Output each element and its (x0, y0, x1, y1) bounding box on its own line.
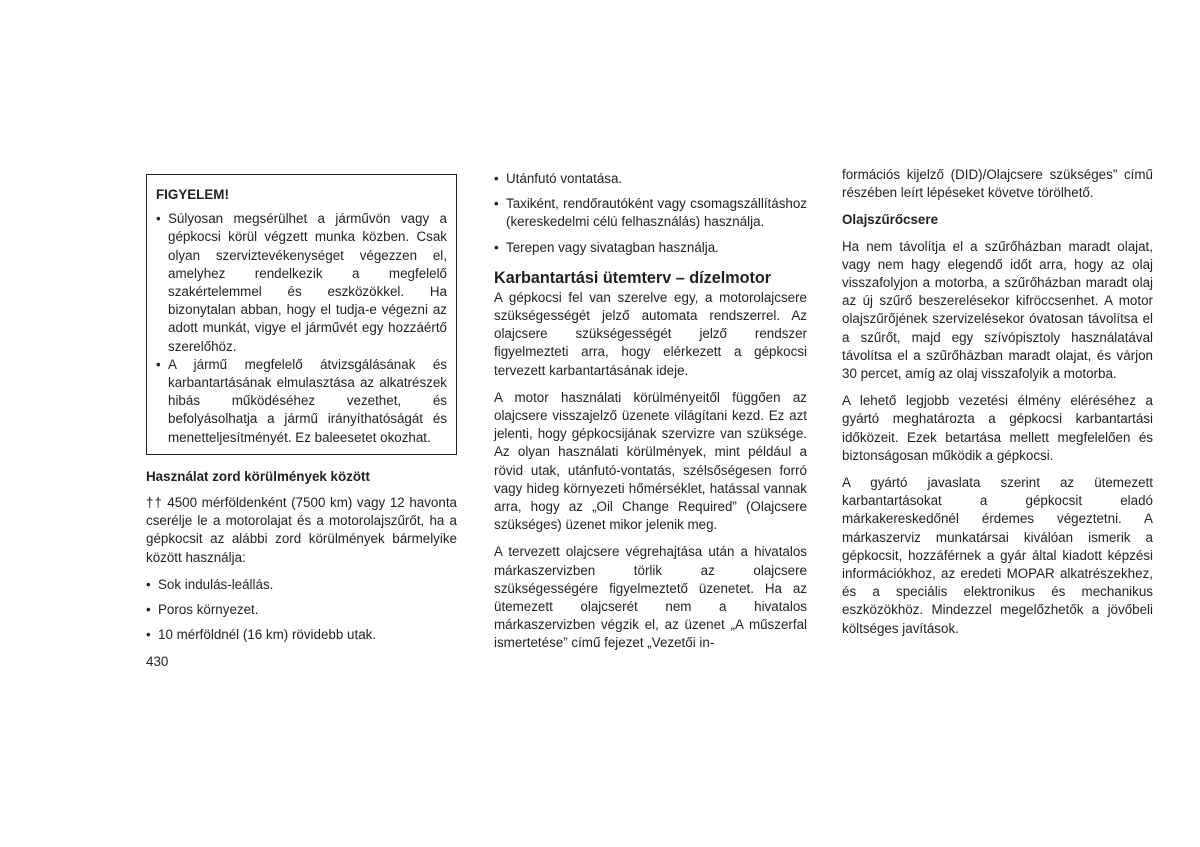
paragraph: A lehető legjobb vezetési élmény eléréséhez a gyártó meghatározta a gépkocsi karbantartási időközeit. Ezek betartása mellett megfelelően és biztonságosan működik a gépkocsi. (842, 393, 1153, 463)
column-left (146, 166, 457, 651)
list-item: • Taxiként, rendőrautóként vagy csomagszállításhoz (kereskedelmi célú felhasználás) használja. (494, 196, 807, 230)
paragraph: formációs kijelző (DID)/Olajcsere szükséges” című részében leírt lépéseket követve törölhető. (842, 167, 1153, 201)
warning-box (146, 174, 457, 455)
paragraph: A gyártó javaslata szerint az ütemezett karbantartásokat a gépkocsit eladó márkakereskedőnél érdemes végeztetni. A márkaszerviz munkatársai kiválóan ismerik a gépkocsit, hozzáférnek a gyár által kiadott képzési információkhoz, az eredeti MOPAR alkatrészekhez, és a speciális elektronikus és mechanikus eszközökhöz. Mindezzel megelőzhetők a jövőbeli költséges javítások. (842, 475, 1153, 636)
paragraph: A gépkocsi fel van szerelve egy, a motorolajcsere szükségességét jelző automata rendszerrel. Az olajcsere szükségességét jelző rendszer figyelmezteti arra, hogy elérkezett a gépkocsi tervezett karbantartásának ideje. (494, 289, 807, 378)
list-item: • 10 mérföldnél (16 km) rövidebb utak. (146, 626, 457, 644)
bullet-icon: • (494, 196, 499, 212)
bullet-icon: • (494, 171, 499, 186)
conditions-list-continued (494, 170, 807, 257)
bullet-icon: • (156, 356, 161, 372)
section-heading: Olajszűrőcsere (842, 212, 939, 228)
column-middle (494, 170, 807, 662)
paragraph: A motor használati körülményeitől függően az olajcsere visszajelző üzenete világítani kezd. Ez azt jelenti, hogy gépkocsijának szervizre van szüksége. Az olyan használati körülmények, mint például a rövid utak, utánfutó-vontatás, szélsőségesen forró vagy hideg környezeti hőmérséklet, hatással vannak arra, hogy az „Oil Change Required” (Olajcsere szükséges) üzenet mikor jelenik meg. (494, 389, 807, 533)
warning-list (156, 210, 447, 447)
warning-item: • A jármű megfelelő átvizsgálásának és karbantartásának elmulasztása az alkatrészek hibás működéséhez vezethet, és befolyásolhatja a jármű irányíthatóságát és menetteljesítményét. Ez baleesetet okozhat. (156, 356, 447, 445)
list-item: • Terepen vagy sivatagban használja. (494, 239, 807, 257)
page-number: 430 (146, 654, 169, 669)
list-item: • Poros környezet. (146, 601, 457, 619)
list-item: • Sok indulás-leállás. (146, 576, 457, 594)
bullet-icon: • (146, 602, 151, 618)
section-title: Karbantartási ütemterv – dízelmotor (494, 268, 772, 287)
bullet-icon: • (156, 211, 161, 227)
paragraph: †† 4500 mérföldenként (7500 km) vagy 12 havonta cserélje le a motorolajat és a motorolajszűrőt, ha a gépkocsit az alábbi zord körülmények bármelyike között használja: (146, 495, 457, 565)
list-item: • Utánfutó vontatása. (494, 170, 807, 188)
conditions-list (146, 576, 457, 645)
bullet-icon: • (146, 627, 151, 643)
bullet-icon: • (146, 576, 151, 592)
section-heading: Használat zord körülmények között (146, 468, 370, 484)
paragraph: Ha nem távolítja el a szűrőházban maradt olajat, vagy nem hagy elegendő időt arra, hogy az olaj visszafolyjon a motorba, a szűrőházban maradt olaj az új szűrő beszerelésekor kifröccsenhet. A motor olajszűrőjének szervizelésekor óvatosan távolítsa el a szűrőt, majd egy szívópisztoly használatával távolítsa el a szűrőházban maradt olajat, és várjon 30 percet, amíg az olaj visszafolyik a motorba. (842, 238, 1153, 382)
warning-title: FIGYELEM! (156, 187, 229, 202)
column-right (842, 166, 1153, 647)
paragraph: A tervezett olajcsere végrehajtása után a hivatalos márkaszervizben törlik az olajcsere szükségességére figyelmeztető üzenetet. Ha az ütemezett olajcserét nem a hivatalos márkaszervizben végzik el, az üzenet „A műszerfal ismertetése” című fejezet „Vezetői in- (494, 544, 807, 651)
warning-item: • Súlyosan megsérülhet a járművön vagy a gépkocsi körül végzett munka közben. Csak olyan szerviztevékenységet végezzen el, amelyhez rendelkezik a megfelelő szakértelemmel és eszközökkel. Ha bizonytalan abban, hogy el tudja-e végezni az adott munkát, vigye el járművét egy hozzáértő szerelőhöz. (156, 211, 447, 354)
bullet-icon: • (494, 239, 499, 255)
